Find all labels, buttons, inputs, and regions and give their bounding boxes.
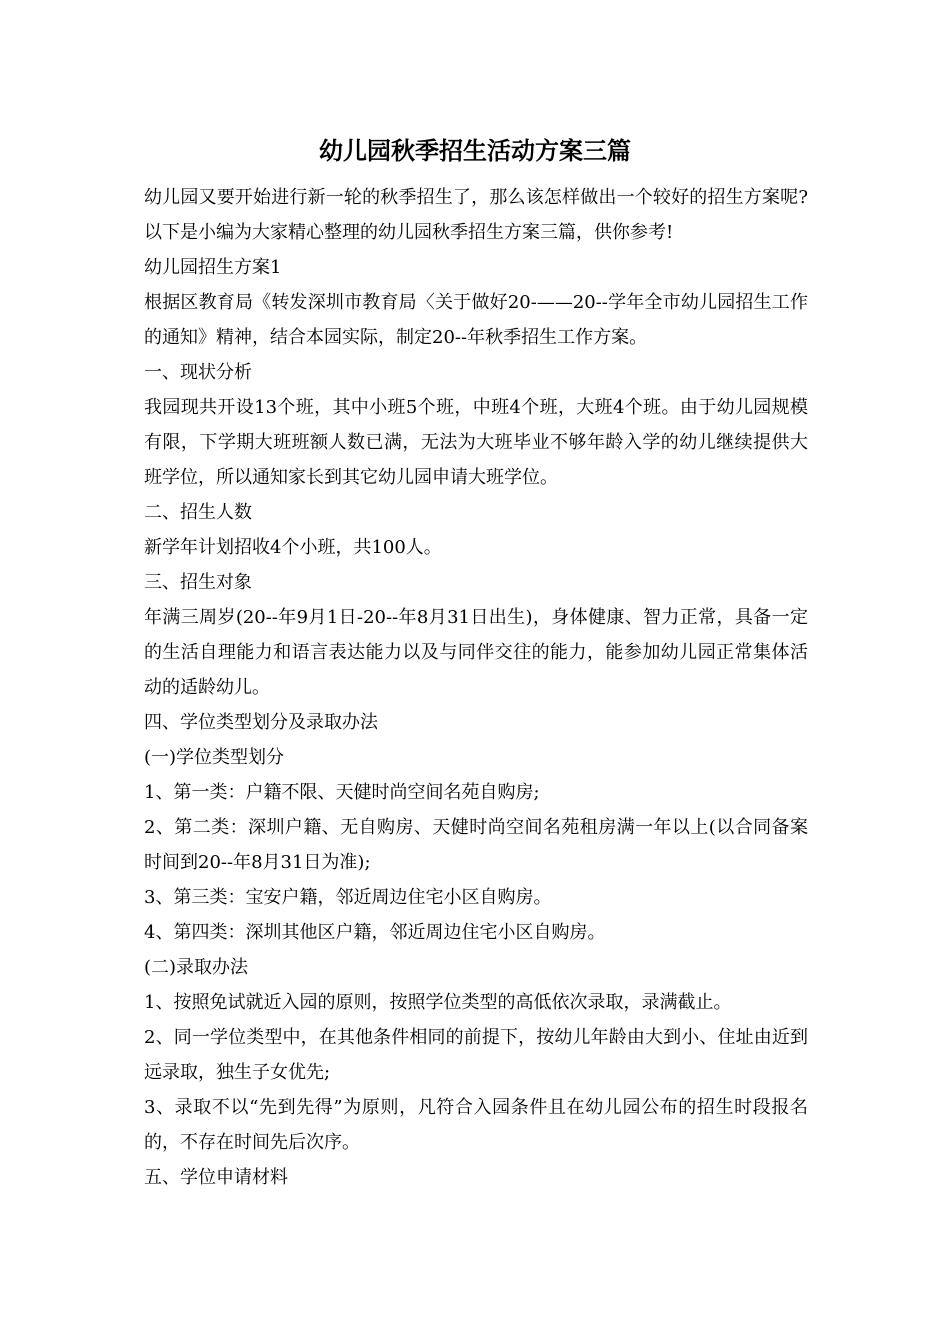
paragraph: 新学年计划招收4个小班，共100人。 bbox=[144, 537, 442, 558]
section-heading: 幼儿园招生方案1 bbox=[144, 257, 282, 278]
paragraph: 我园现共开设13个班，其中小班5个班，中班4个班，大班4个班。由于幼儿园规模有限，下学期大班班额人数已满，无法为大班毕业不够年龄入学的幼儿继续提供大班学位，所以通知家长到其它幼儿园申请大班学位。 bbox=[144, 397, 808, 488]
list-item: 2、第二类：深圳户籍、无自购房、天健时尚空间名苑租房满一年以上(以合同备案时间到20--年8月31日为准); bbox=[144, 817, 808, 873]
paragraph: 年满三周岁(20--年9月1日-20--年8月31日出生)，身体健康、智力正常，具备一定的生活自理能力和语言表达能力以及与同伴交往的能力，能参加幼儿园正常集体活动的适龄幼儿。 bbox=[144, 607, 808, 698]
section-heading: 三、招生对象 bbox=[144, 572, 252, 593]
document-body bbox=[144, 180, 808, 1195]
intro-paragraph: 幼儿园又要开始进行新一轮的秋季招生了，那么该怎样做出一个较好的招生方案呢?以下是小编为大家精心整理的幼儿园秋季招生方案三篇，供你参考! bbox=[144, 187, 808, 243]
list-item: 2、同一学位类型中，在其他条件相同的前提下，按幼儿年龄由大到小、住址由近到远录取，独生子女优先; bbox=[144, 1027, 808, 1083]
section-heading: 二、招生人数 bbox=[144, 502, 252, 523]
list-item: 1、按照免试就近入园的原则，按照学位类型的高低依次录取，录满截止。 bbox=[144, 992, 732, 1013]
section-heading: 一、现状分析 bbox=[144, 362, 252, 383]
paragraph: 根据区教育局《转发深圳市教育局〈关于做好20-——20--学年全市幼儿园招生工作的通知》精神，结合本园实际，制定20--年秋季招生工作方案。 bbox=[144, 292, 808, 348]
list-item: 1、第一类：户籍不限、天健时尚空间名苑自购房; bbox=[144, 782, 540, 803]
section-heading: 五、学位申请材料 bbox=[144, 1167, 288, 1188]
list-item: 3、第三类：宝安户籍，邻近周边住宅小区自购房。 bbox=[144, 887, 552, 908]
list-item: 4、第四类：深圳其他区户籍，邻近周边住宅小区自购房。 bbox=[144, 922, 606, 943]
section-heading: 四、学位类型划分及录取办法 bbox=[144, 712, 378, 733]
document-title: 幼儿园秋季招生活动方案三篇 bbox=[319, 136, 631, 165]
subsection-heading: (一)学位类型划分 bbox=[144, 747, 285, 768]
list-item: 3、录取不以“先到先得”为原则，凡符合入园条件且在幼儿园公布的招生时段报名的，不存在时间先后次序。 bbox=[144, 1097, 808, 1153]
subsection-heading: (二)录取办法 bbox=[144, 957, 249, 978]
